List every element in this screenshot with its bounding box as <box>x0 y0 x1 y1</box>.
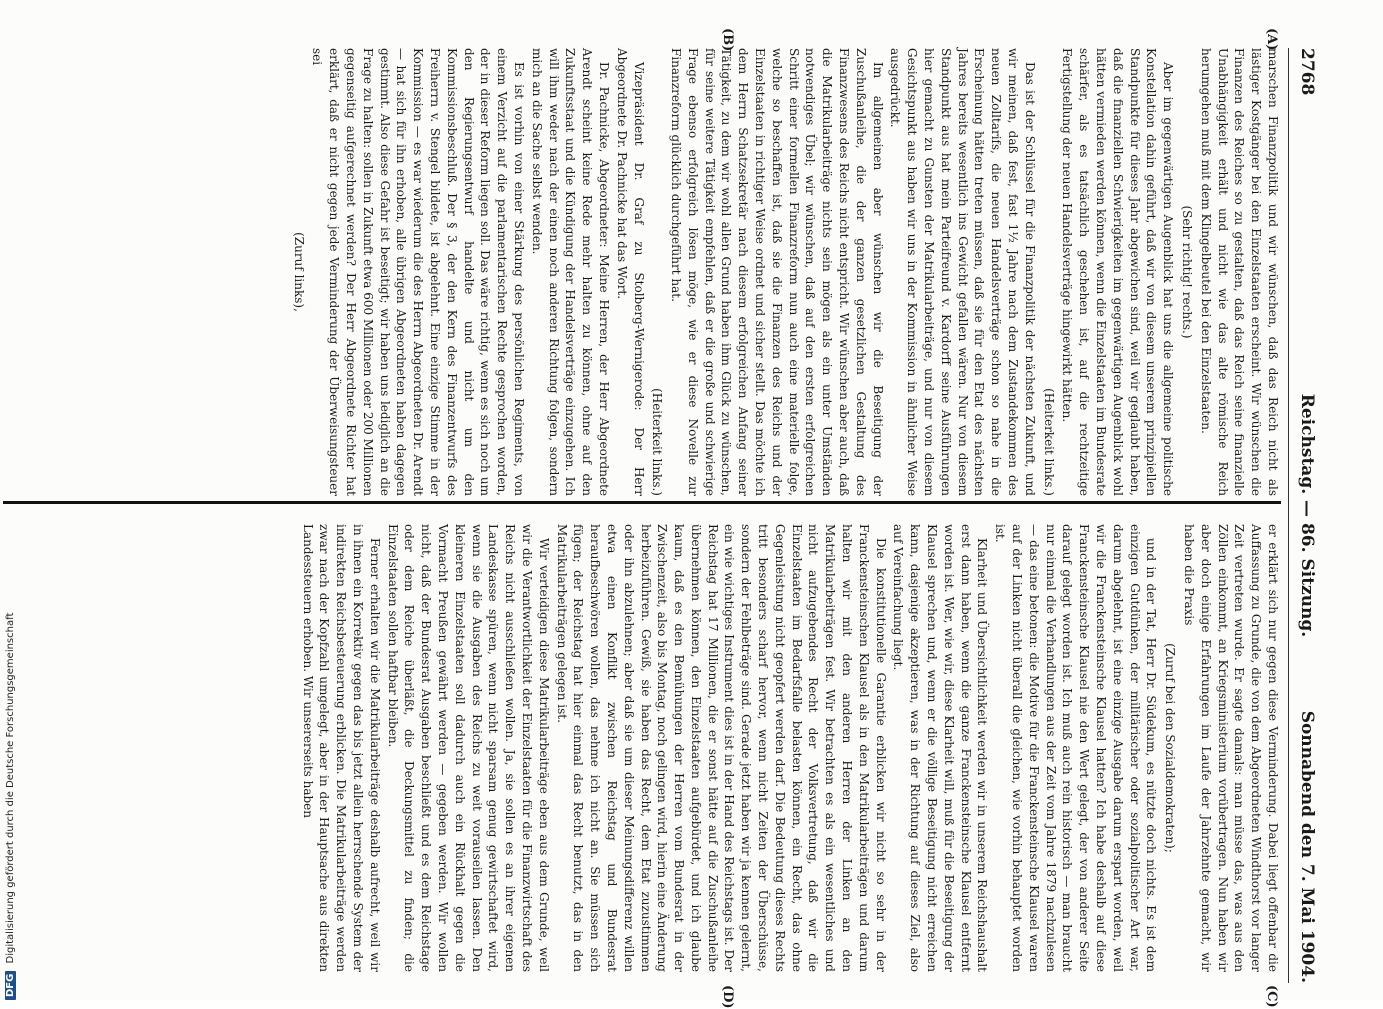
margin-mark-c: (C) <box>1264 985 1279 1008</box>
speaker-paragraph: Dr. Pachnicke, Abgeordneter: Meine Herren, der Herr Abgeordnete Arendt scheint keine Rede mehr halten zu können, ohne auf den Zukunftsstaat und die Kündigung der Handelsverträge einzugehen. Ich will ihm weder nach der einen noch anderen Richtung folgen, sondern mich an die Sache selbst wenden. <box>529 48 611 496</box>
paragraph: und in der Tat, Herr Dr. Südekum, es nützte doch nichts. Es ist dem einzigen Gutdünken, der militärischer oder sozialpolitischer Art war, darum abgelehnt, ist eine einzige Ausgabe darum erspart worden, weil wir die Franckensteinsche Klausel hatten? Ich habe deshalb auf diese Franckensteinsche Klausel nie den Wert gelegt, der von anderer Seite darauf gelegt worden ist. Ich muß auch rein historisch — man braucht nur einmal die Verhandlungen aus der Zeit vom Jahre 1879 nachzulesen — das eine betonen: die Motive für die Franckensteinsche Klausel waren auf der Linken nicht überall die gleichen, wie vorhin behauptet worden ist. <box>993 524 1159 972</box>
speaker-paragraph: Vizepräsident Dr. Graf zu Stolberg-Wernigerode: Der Herr Abgeordnete Dr. Pachnicke hat das Wort. <box>614 48 646 496</box>
interjection: (Heiterkeit links.) <box>1041 388 1056 496</box>
page-header <box>1291 48 1317 983</box>
paragraph: Die konstitutionelle Garantie erblicken wir nicht so sehr in der Franckensteinschen Klausel als in den Matrikularbeiträgen und darum halten wir mit den anderen Herren der Linken an den Matrikularbeiträgen fest. Wir betrachten es als ein wesentliches und nicht aufzugebendes Recht der Volksvertretung, daß wir die Einzelstaaten im Bedarfsfalle belasten können, ein Recht, das ohne Gegenleistung nicht geopfert werden darf. Die Bedeutung dieses Rechts tritt besonders scharf hervor, wenn nicht Zeiten der Überschüsse, sondern der Fehlbeträge sind. Gerade jetzt haben wir ja kennen gelernt, ein wie wichtiges Instrument dies ist in der Hand des Reichstags ist. Der Reichstag hat 17 Millionen, die er sonst hätte auf die Zuschußanleihe übernehmen können, den Einzelstaaten aufgebürdet, und ich glaube kaum, daß es den Bemühungen der Herren vom Bundesrat in der Zwischenzeit, also bis Montag, noch gelingen wird, hierin eine Änderung herbeizuführen. Gewiß, sie haben das Recht, dem Etat zuzustimmen oder ihn abzulehnen; aber daß sie um dieser Meinungsdifferenz willen etwa einen Konflikt zwischen Reichstag und Bundesrat heraufbeschwören wollen, das nehme ich nicht an. Sie müssen sich fügen; der Reichstag hat hier einmal das Recht benutzt, das in den Matrikularbeiträgen gelegen ist. <box>554 524 888 972</box>
paragraph: Klarheit und Übersichtlichkeit werden wir in unserem Reichshaushalt erst dann haben, wenn die ganze Franckensteinsche Klausel entfernt worden ist. Wer, wie wir, diese Klarheit will, muß für die Beseitigung der Klausel sprechen und, wenn er die völlige Beseitigung nicht erreichen kann, dasjenige akzeptieren, was in der Richtung auf dieses Ziel, also auf Vereinfachung liegt. <box>891 524 990 972</box>
column-divider <box>3 501 1281 504</box>
funding-credit <box>5 10 16 1000</box>
page-title: Reichstag. — 86. Sitzung. <box>1297 393 1317 638</box>
dfg-logo: DFG <box>5 971 16 1000</box>
interjection: (Zuruf bei den Sozialdemokraten); <box>1163 643 1178 853</box>
page-number: 2768 <box>1297 48 1317 96</box>
header-rule <box>1288 48 1289 983</box>
left-column <box>288 48 1281 496</box>
interjection: (Zuruf links), <box>291 232 306 312</box>
paragraph: Das ist der Schlüssel für die Finanzpolitik der nächsten Zukunft, und wir meinen, daß fest, fast 1½ Jahre nach dem Zustandekommen des neuen Zolltarifs, die neuen Handelsverträge schon so nahe in die Erscheinung hätten treten müssen, daß sie für den Etat des nächsten Jahres bereits wesentlich ins Gewicht gefallen wären. Nur von diesem Standpunkt aus hat mein Parteifreund v. Kardorff seine Ausführungen hier gemacht zu Gunsten der Matrikularbeiträge, und nur von diesem Gesichtspunkt aus haben wir uns in der Kommission in ähnlicher Weise ausgedrückt. <box>888 48 1037 496</box>
paragraph: marschen Finanzpolitik und wir wünschen, daß das Reich nicht als lästiger Kostgänger bei den Einzelstaaten erscheint. Wir wünschen die Finanzen des Reiches so zu gestalten, daß das Reich seine finanzielle Unabhängigkeit erhält und nicht wie das alte römische Reich herumgehen muß mit dem Klingelbeutel bei den Einzelstaaten. <box>1198 48 1280 496</box>
paragraph: Im allgemeinen aber wünschen wir die Beseitigung der Zuschußanleihe, die der ganzen gesetzlichen Gestaltung des Finanzwesens des Reichs nicht entspricht. Wir wünschen aber auch, daß die Matrikularbeiträge nichts sein mögen als ein unter Umständen notwendiges Übel; wir wünschen, daß auf den ersten erfolgreichen Schritt einer formellen Finanzreform nun auch eine materielle folge, welche so beschaffen ist, daß sie die Finanzen des Reichs und der Einzelstaaten in richtiger Weise ordnet und sicher stellt. Das möchte ich dem Herrn Schatzsekretär nach diesem erfolgreichen Anfang seiner Tätigkeit, zu dem wir wohl allen Grund haben ihm Glück zu wünschen, für seine weitere Tätigkeit empfehlen, daß er die große und schwierige Frage ebenso erfolgreich lösen möge, wie er diese Novelle zur Finanzreform glücklich durchgeführt hat. <box>669 48 885 496</box>
interjection: (Sehr richtig! rechts.) <box>1180 205 1195 339</box>
paragraph: Aber im gegenwärtigen Augenblick hat uns die allgemeine politische Konstellation dahin geführt, daß wir von diesem unserem prinzipiellen Standpunkte für dieses Jahr abgewichen sind, weil wir geglaubt haben, daß die finanziellen Schwierigkeiten im gegenwärtigen Augenblick wohl hätten vermieden werden können, wenn die Einzelstaaten im Bundesrate schärfer, als es tatsächlich geschehen ist, auf die rechtzeitige Fertigstellung der neuen Handelsverträge hingewirkt hätten. <box>1060 48 1176 496</box>
margin-mark-a: (A) <box>1264 28 1279 51</box>
paragraph: Wir verteidigen diese Matrikularbeiträge eben aus dem Grunde, weil wir die Verantwortlichkeit der Einzelstaaten für die Finanzwirtschaft des Reichs nicht ausschließen wollen. Ja, sie sollen es an ihrer eigenen Landeskasse spüren, wenn nicht sparsam genug gewirtschaftet wird, wenn sie die Ausgaben des Reichs zu weit vorauseilen lassen. Den kleineren Einzelstaaten soll dadurch auch ein Rückhalt gegen die Vormacht Preußen gewährt werden — gegeben werden. Wir wollen nicht, daß der Bundesrat Ausgaben beschließt und es dem Reichstage oder dem Reiche überläßt, die Deckungsmittel zu finden; die Einzelstaaten sollen haftbar bleiben. <box>385 524 551 972</box>
interjection: (Heiterkeit links.) <box>650 388 665 496</box>
page-date: Sonnabend den 7. Mai 1904. <box>1297 710 1317 983</box>
right-column <box>298 524 1281 972</box>
funding-credit-text: Digitalisierung gefördert durch die Deutsche Forschungsgemeinschaft <box>5 612 16 964</box>
paragraph: Ferner erhalten wir die Matrikularbeiträge deshalb aufrecht, weil wir in ihnen ein Korrektiv gegen das bis jetzt allein herrschende System der indirekten Reichsbesteuerung erblicken. Die Matrikularbeiträge werden zwar nach der Kopfzahl umgelegt, aber in der Hauptsache aus direkten Landessteuern erhoben. Wir unsererseits haben <box>300 524 382 972</box>
paragraph: Es ist vorhin von einer Stärkung des persönlichen Regiments, von einem Verzicht auf die parlamentarischen Rechte gesprochen worden, der in dieser Reform liegen soll. Das wäre richtig, wenn es sich noch um den Regierungsentwurf handelte und nicht um den Kommissionsbeschluß. Der § 3, der den Kern des Finanzentwurfs des Freiherrn v. Stengel bildete, ist abgelehnt. Eine einzige Stimme in der Kommission — es war wiederum die des Herrn Abgeordneten Dr. Arendt — hat sich für ihn erhoben, alle übrigen Abgeordneten haben dagegen gestimmt. Also diese Gefahr ist beseitigt; wir haben uns lediglich an die Frage zu halten: sollen in Zukunft etwa 600 Millionen oder 200 Millionen gegenseitig aufgerechnet werden? Der Herr Abgeordnete Richter hat erklärt, daß er nicht gegen jede Verminderung der Überweisungsteuer sei <box>310 48 526 496</box>
paragraph: er erklärt sich nur gegen diese Verminderung. Dabei liegt offenbar die Auffassung zu Grunde, die von dem Abgeordneten Windthorst vor langer Zeit vertreten wurde. Er sagte damals: man müsse das, was aus den Zöllen einkommt, an Kriegsministerium vorübertragen. Nun haben wir aber doch einige Erfahrungen im Laufe der Jahrzehnte gemacht, wir haben die Praxis <box>1182 524 1280 972</box>
margin-mark-b: (B) <box>720 28 735 52</box>
margin-mark-d: (D) <box>720 985 735 1009</box>
